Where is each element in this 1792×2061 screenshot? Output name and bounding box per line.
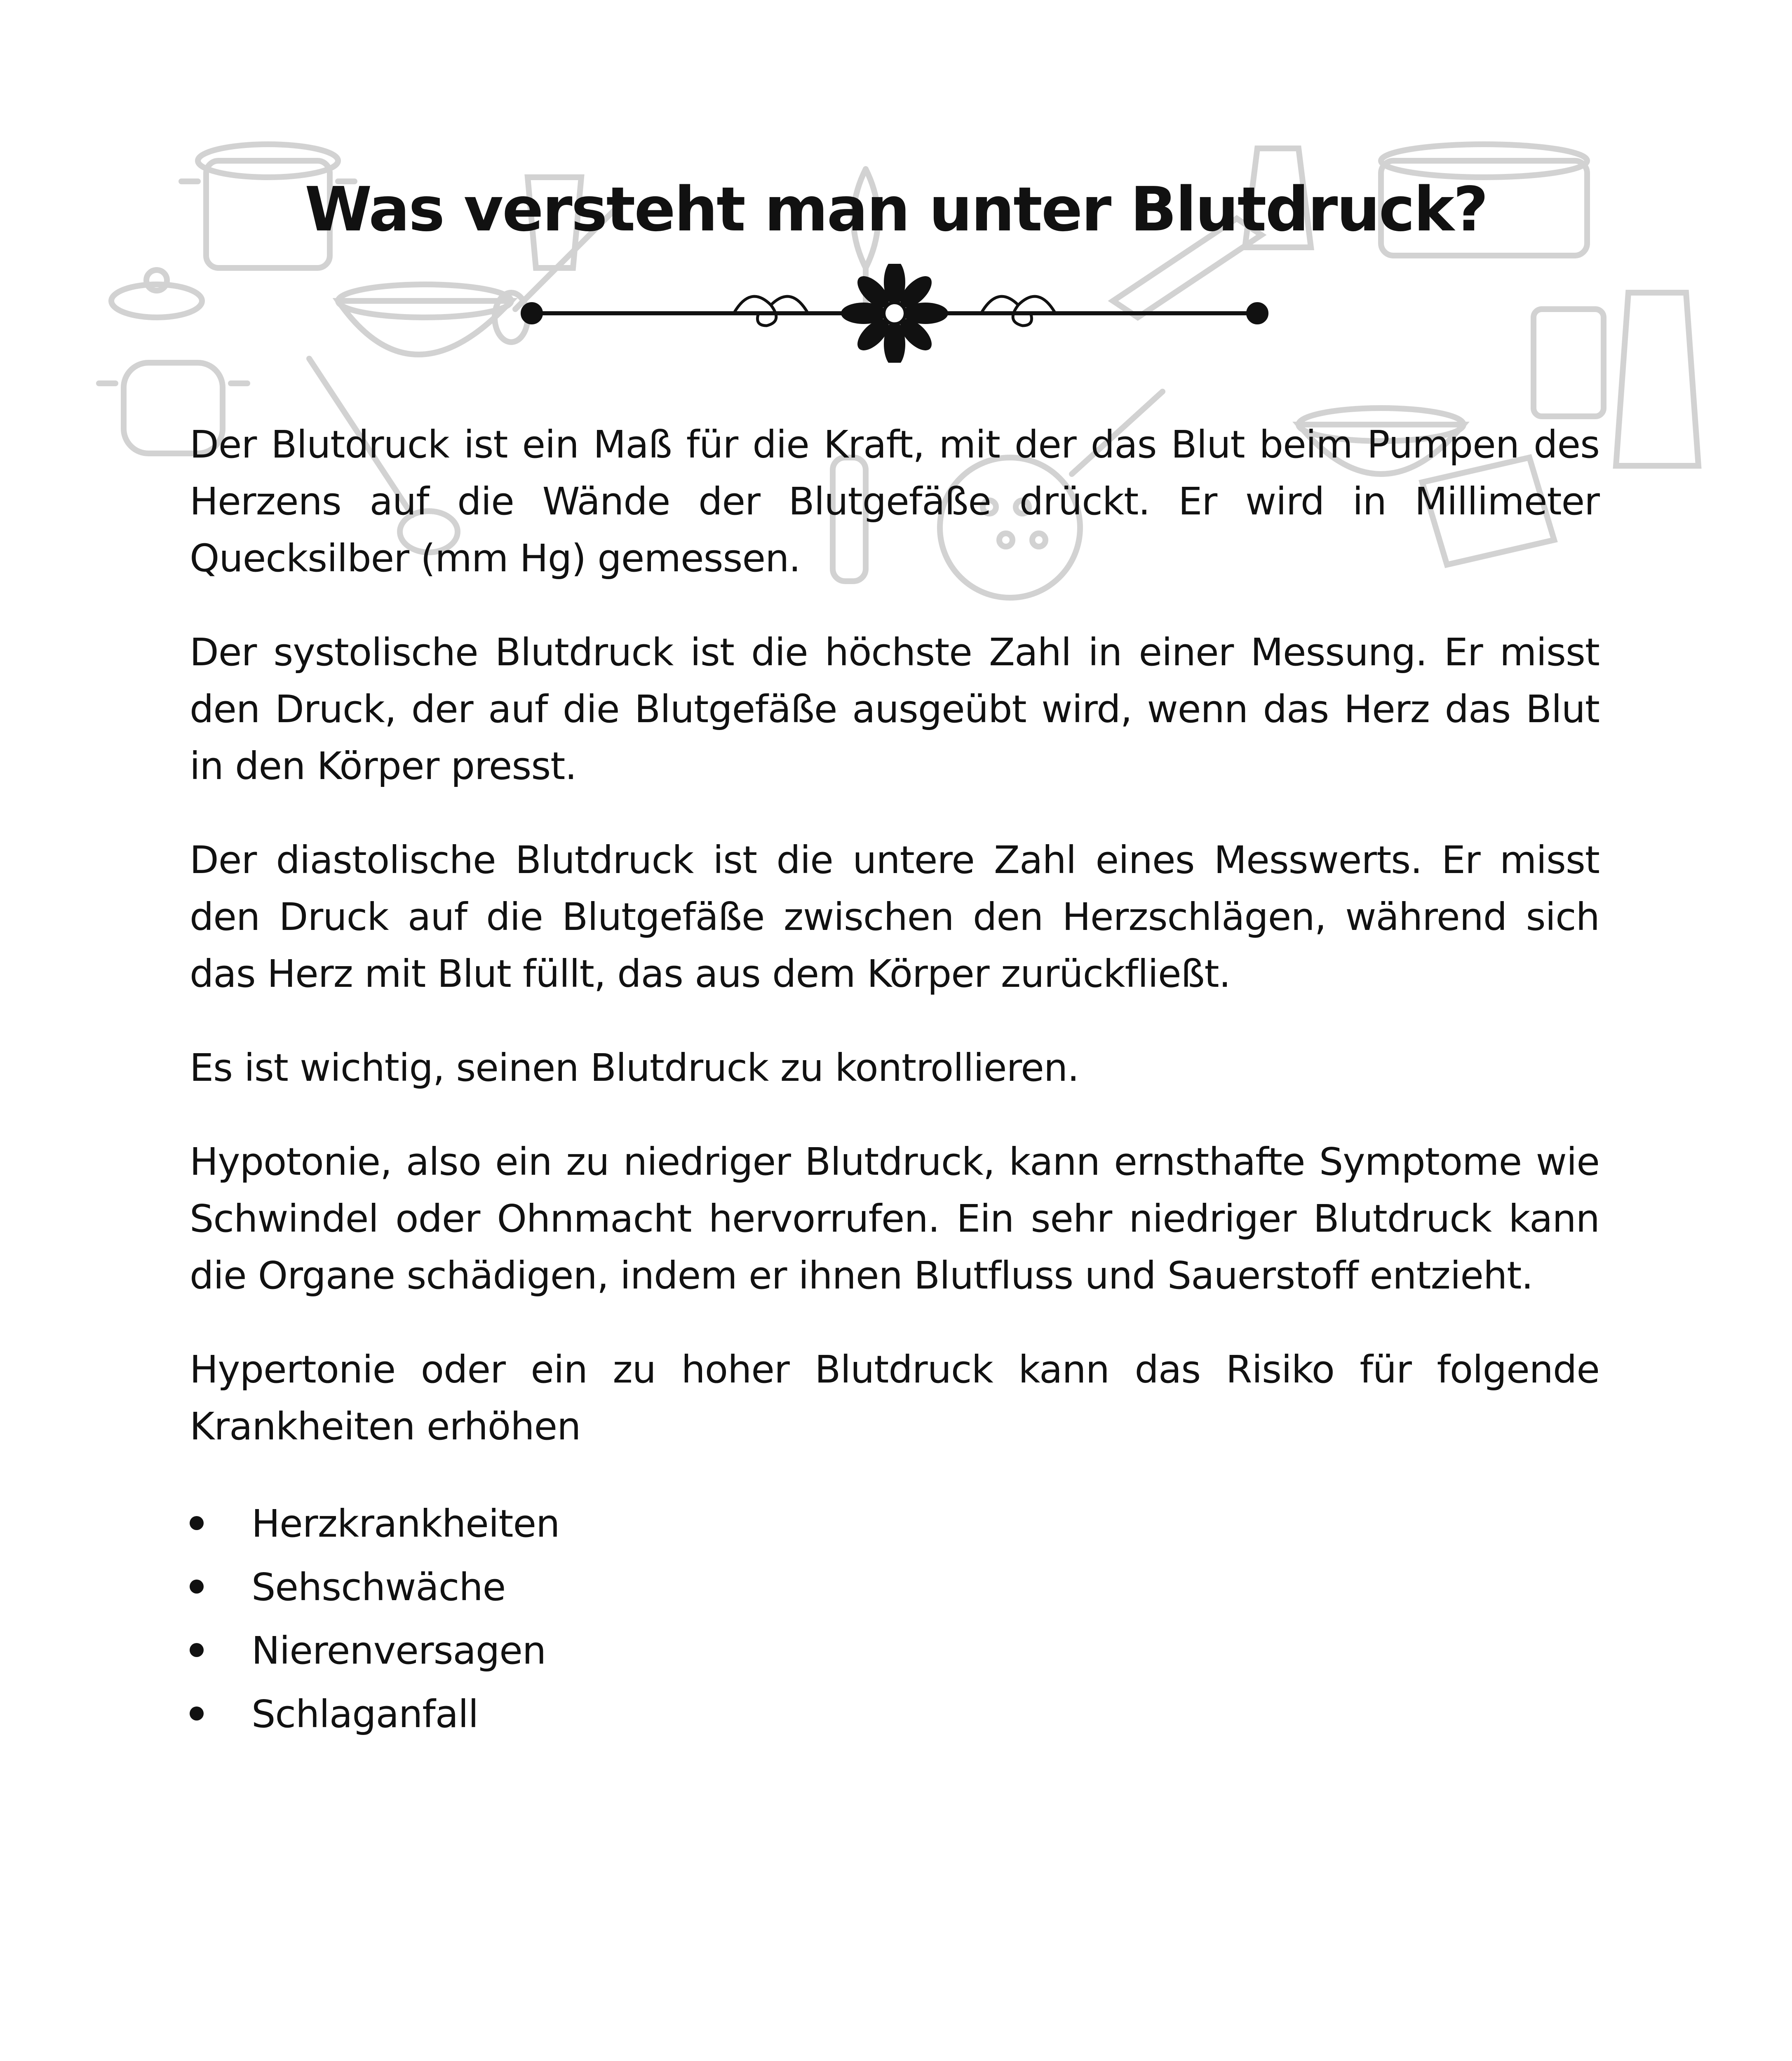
bullet-icon (190, 1516, 204, 1530)
list-item-label: Herzkrankheiten (251, 1502, 560, 1546)
list-item-label: Schlaganfall (251, 1692, 479, 1736)
list-item-label: Nierenversagen (251, 1629, 546, 1673)
document-body (190, 416, 1599, 1746)
risk-list (190, 1492, 1599, 1746)
paragraph-diastolic: Der diastolische Blutdruck ist die untere Zahl eines Messwerts. Er misst den Druck auf die Blutgefäße zwischen den Herzschlägen, während sich das Herz mit Blut füllt, das aus dem Körper zurückfließt. (190, 838, 1599, 996)
list-item-label: Sehschwäche (251, 1565, 506, 1609)
paragraph-hypertension: Hypertonie oder ein zu hoher Blutdruck kann das Risiko für folgende Krankheiten erhöhen (190, 1347, 1599, 1448)
grater-icon (1616, 293, 1698, 466)
list-item (190, 1619, 1599, 1683)
page-title: Was versteht man unter Blutdruck? (305, 174, 1487, 245)
list-item (190, 1683, 1599, 1746)
bullet-icon (190, 1580, 204, 1594)
title-divider (519, 264, 1270, 363)
list-item (190, 1492, 1599, 1556)
paragraph-definition: Der Blutdruck ist ein Maß für die Kraft, mit der das Blut beim Pumpen des Herzens auf die Wände der Blutgefäße drückt. Er wird in Millimeter Quecksilber (mm Hg) gemessen. (190, 423, 1599, 580)
paragraph-hypotension: Hypotonie, also ein zu niedriger Blutdruck, kann ernsthafte Symptome wie Schwindel oder Ohnmacht hervorrufen. Ein sehr niedriger Blutdruck kann die Organe schädigen, indem er ihnen Blutfluss und Sauerstoff entzieht. (190, 1140, 1599, 1298)
paragraph-control: Es ist wichtig, seinen Blutdruck zu kontrollieren. (190, 1046, 1079, 1090)
paragraph-systolic: Der systolische Blutdruck ist die höchste Zahl in einer Messung. Er misst den Druck, der auf die Blutgefäße ausgeübt wird, wenn das Herz das Blut in den Körper presst. (190, 630, 1599, 788)
bullet-icon (190, 1643, 204, 1657)
bullet-icon (190, 1707, 204, 1721)
scale-icon (1534, 309, 1604, 416)
lid-icon (111, 270, 202, 317)
list-item (190, 1556, 1599, 1619)
bowl-icon (338, 284, 511, 354)
